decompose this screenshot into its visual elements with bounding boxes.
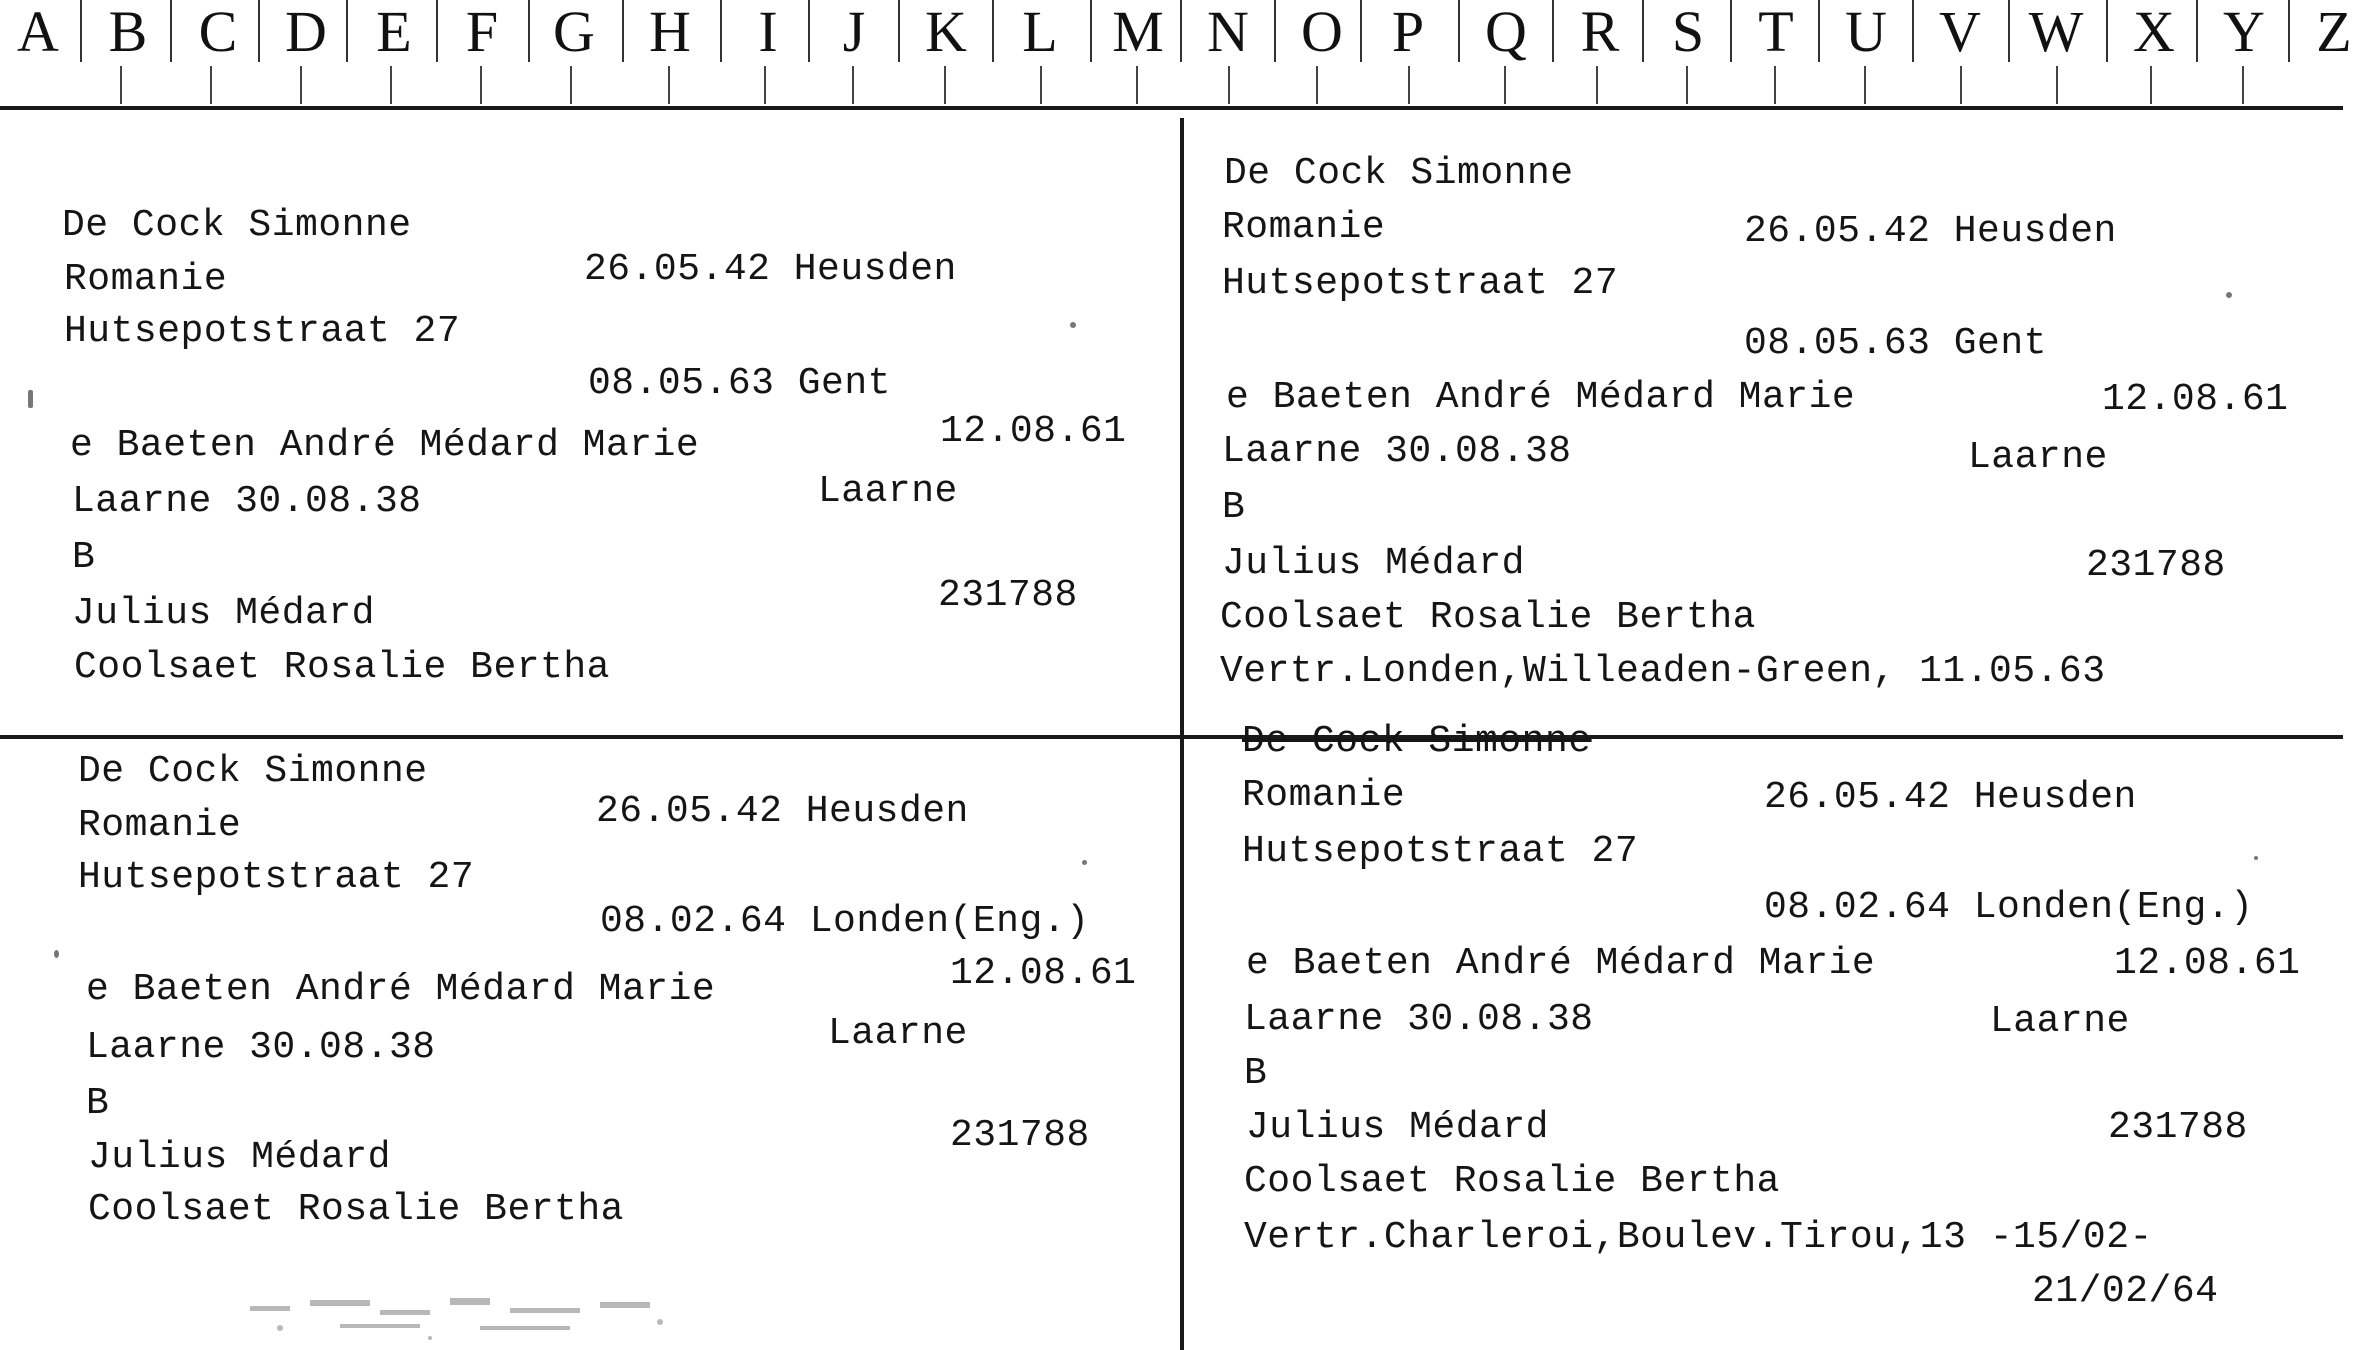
horizontal-divider [0,735,2343,739]
card-mother: Coolsaet Rosalie Bertha [1220,596,1756,639]
card-first-names: Romanie [1222,206,1386,249]
index-letter-y: Y [2223,0,2265,64]
index-letter-a: A [17,0,59,64]
index-separator [1552,0,1554,62]
index-letter-x: X [2133,0,2175,64]
card-spouse-birth: Laarne 30.08.38 [1222,430,1572,473]
card-remark: Vertr.Londen,Willeaden-Green, 11.05.63 [1220,650,2106,693]
scan-speck [2254,856,2258,860]
card-name: De Cock Simonne [78,750,428,793]
index-letter-s: S [1671,0,1705,64]
index-separator [436,0,438,62]
index-letter-j: J [842,0,866,64]
index-separator [1912,0,1914,62]
alphabet-index-strip [0,0,2352,110]
index-tick [2150,66,2152,104]
index-separator [1458,0,1460,62]
index-tick [210,66,212,104]
card-number: 231788 [938,574,1078,617]
card-number: 231788 [2086,544,2226,587]
card-marriage-place: Laarne [828,1012,968,1055]
index-separator [346,0,348,62]
index-letter-z: Z [2316,0,2352,64]
index-tick [480,66,482,104]
card-mother: Coolsaet Rosalie Bertha [1244,1160,1780,1203]
index-separator [258,0,260,62]
card-spouse: e Baeten André Médard Marie [1226,376,1856,419]
index-letter-w: W [2028,0,2084,64]
index-separator [720,0,722,62]
index-separator [992,0,994,62]
card-father: Julius Médard [72,592,375,635]
card-name-struck: De Cock Simonne [1242,720,1592,763]
card-number: 231788 [950,1114,1090,1157]
index-letter-b: B [108,0,148,64]
index-tick [300,66,302,104]
index-separator [1180,0,1182,62]
index-tick [1774,66,1776,104]
card-spouse: e Baeten André Médard Marie [1246,942,1876,985]
card-birth: 26.05.42 Heusden [584,248,957,291]
card-name: De Cock Simonne [1224,152,1574,195]
scan-speck [54,950,59,958]
card-nationality: B [1244,1052,1268,1095]
index-tick [1228,66,1230,104]
scan-speck [1082,860,1087,865]
index-letter-f: F [465,0,499,64]
index-separator [2106,0,2108,62]
index-tick [1596,66,1598,104]
index-tick [1136,66,1138,104]
card-name: De Cock Simonne [62,204,412,247]
index-tick [390,66,392,104]
index-tick [2242,66,2244,104]
index-tick [570,66,572,104]
index-separator [1730,0,1732,62]
index-letter-d: D [285,0,327,64]
index-letter-m: M [1112,0,1164,64]
card-first-names: Romanie [64,258,228,301]
card-address: Hutsepotstraat 27 [1222,262,1619,305]
index-separator [1274,0,1276,62]
index-tick [944,66,946,104]
index-letter-q: Q [1485,0,1527,64]
index-separator [2288,0,2290,62]
card-mother: Coolsaet Rosalie Bertha [88,1188,624,1231]
index-letter-o: O [1301,0,1343,64]
card-nationality: B [72,536,96,579]
index-letter-c: C [198,0,238,64]
card-address: Hutsepotstraat 27 [78,856,475,899]
card-marriage-date: 12.08.61 [2102,378,2289,421]
index-tick [852,66,854,104]
card-father: Julius Médard [1222,542,1525,585]
index-separator [622,0,624,62]
card-mother: Coolsaet Rosalie Bertha [74,646,610,689]
card-number: 231788 [2108,1106,2248,1149]
index-separator [528,0,530,62]
index-separator [898,0,900,62]
stamp-smudge [220,1288,780,1350]
card-birth: 26.05.42 Heusden [596,790,969,833]
vertical-divider [1180,118,1184,1350]
index-letter-v: V [1939,0,1981,64]
card-marriage-place: Laarne [1990,1000,2130,1043]
card-first-names: Romanie [78,804,242,847]
card-marriage-date: 12.08.61 [2114,942,2301,985]
card-change: 08.05.63 Gent [1744,322,2047,365]
index-letter-e: E [376,0,412,64]
index-letter-p: P [1391,0,1425,64]
index-letter-u: U [1845,0,1887,64]
index-tick [120,66,122,104]
index-tick [1864,66,1866,104]
index-letter-k: K [925,0,967,64]
index-letter-r: R [1580,0,1620,64]
card-spouse-birth: Laarne 30.08.38 [86,1026,436,1069]
index-separator [808,0,810,62]
index-tick [1504,66,1506,104]
card-marriage-date: 12.08.61 [950,952,1137,995]
index-letter-h: H [649,0,691,64]
index-tick [764,66,766,104]
card-change: 08.05.63 Gent [588,362,891,405]
index-letter-i: I [758,0,778,64]
card-change: 08.02.64 Londen(Eng.) [600,900,1090,943]
index-separator [1818,0,1820,62]
index-tick [1408,66,1410,104]
card-address: Hutsepotstraat 27 [1242,830,1639,873]
card-nationality: B [1222,486,1246,529]
index-separator [1090,0,1092,62]
index-separator [170,0,172,62]
index-separator [80,0,82,62]
index-separator [1360,0,1362,62]
scan-speck [1070,322,1076,328]
index-separator [2008,0,2010,62]
index-tick [1040,66,1042,104]
card-marriage-place: Laarne [1968,436,2108,479]
card-father: Julius Médard [1246,1106,1549,1149]
index-tick [1686,66,1688,104]
index-tick [1316,66,1318,104]
card-address: Hutsepotstraat 27 [64,310,461,353]
card-remark: Vertr.Charleroi,Boulev.Tirou,13 -15/02- [1244,1216,2153,1259]
index-letter-t: T [1758,0,1794,64]
index-tick [1960,66,1962,104]
card-nationality: B [86,1082,110,1125]
scan-speck [28,390,33,408]
card-spouse-birth: Laarne 30.08.38 [1244,998,1594,1041]
card-father: Julius Médard [88,1136,391,1179]
index-letter-n: N [1207,0,1249,64]
index-letter-g: G [553,0,595,64]
card-marriage-place: Laarne [818,470,958,513]
card-birth: 26.05.42 Heusden [1764,776,2137,819]
index-separator [1642,0,1644,62]
index-tick [2056,66,2058,104]
card-first-names: Romanie [1242,774,1406,817]
card-spouse: e Baeten André Médard Marie [70,424,700,467]
card-change: 08.02.64 Londen(Eng.) [1764,886,2254,929]
card-remark-date: 21/02/64 [2032,1270,2219,1313]
card-birth: 26.05.42 Heusden [1744,210,2117,253]
index-separator [2196,0,2198,62]
card-spouse-birth: Laarne 30.08.38 [72,480,422,523]
scan-speck [2226,292,2232,298]
index-letter-l: L [1022,0,1058,64]
card-spouse: e Baeten André Médard Marie [86,968,716,1011]
card-marriage-date: 12.08.61 [940,410,1127,453]
index-tick [668,66,670,104]
